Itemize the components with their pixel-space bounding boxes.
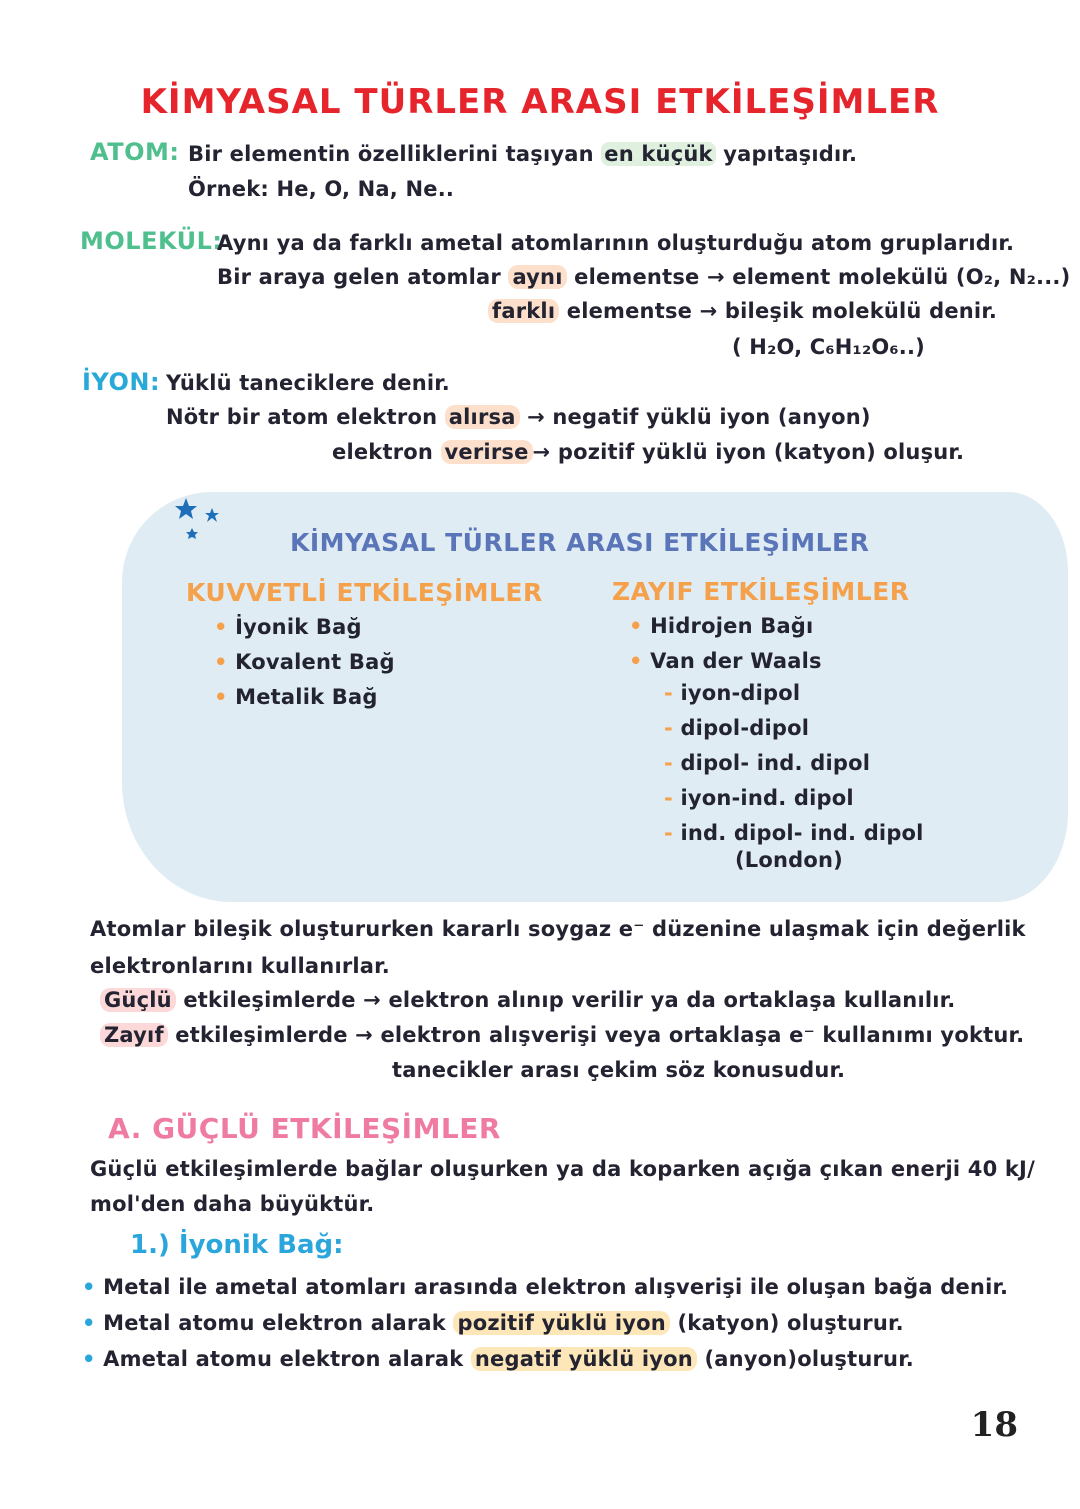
- strong-highlight: Güçlü: [100, 988, 176, 1012]
- vdw-item: iyon-dipol: [680, 681, 801, 705]
- box-title: KİMYASAL TÜRLER ARASI ETKİLEŞİMLER: [290, 528, 870, 557]
- atom-label: ATOM:: [90, 138, 180, 166]
- bullet-icon: •: [214, 650, 228, 674]
- right-arrow-icon: →: [355, 1023, 373, 1047]
- list-item: [82, 1275, 1008, 1299]
- iyon-anion-line: [166, 405, 871, 429]
- para-text: etkileşimlerde: [175, 1023, 348, 1047]
- ionic-item: Ametal atomu elektron alarak: [103, 1347, 464, 1371]
- vdw-item: ind. dipol- ind. dipol: [680, 821, 924, 845]
- para-line: tanecikler arası çekim söz konusudur.: [392, 1058, 846, 1082]
- ionic-item: (anyon)oluşturur.: [704, 1347, 914, 1371]
- vdw-item: dipol-dipol: [680, 716, 810, 740]
- strong-heading: KUVVETLİ ETKİLEŞİMLER: [186, 578, 543, 607]
- cation-highlight: pozitif yüklü iyon: [453, 1311, 670, 1335]
- weak-heading: ZAYIF ETKİLEŞİMLER: [612, 577, 910, 606]
- list-item: [664, 786, 854, 810]
- para-line: elektronlarını kullanırlar.: [90, 954, 390, 978]
- atom-definition: [188, 142, 857, 166]
- molekul-same-element: [217, 265, 1070, 289]
- right-arrow-icon: →: [527, 405, 545, 429]
- molekul-diff-element: [488, 299, 997, 323]
- molekul-text: element molekülü (O₂, N₂...): [732, 265, 1071, 289]
- right-arrow-icon: →: [699, 299, 718, 323]
- dash-icon: -: [664, 681, 673, 705]
- bullet-icon: •: [214, 615, 228, 639]
- vdw-item: iyon-ind. dipol: [680, 786, 854, 810]
- atom-def-text: Bir elementin özelliklerini taşıyan: [188, 142, 594, 166]
- strong-item: İyonik Bağ: [235, 615, 362, 639]
- weak-item: Van der Waals: [650, 649, 822, 673]
- para-line: Atomlar bileşik oluştururken kararlı soygaz e⁻ düzenine ulaşmak için değerlik: [90, 917, 1026, 941]
- weak-item: Hidrojen Bağı: [650, 614, 814, 638]
- dash-icon: -: [664, 751, 673, 775]
- right-arrow-icon: →: [363, 988, 381, 1012]
- bullet-icon: •: [82, 1275, 96, 1299]
- molekul-highlight-same: aynı: [508, 265, 566, 289]
- page-number: 18: [970, 1405, 1018, 1445]
- list-item: [664, 716, 809, 740]
- section-heading: A. GÜÇLÜ ETKİLEŞİMLER: [108, 1112, 501, 1145]
- atom-example: Örnek: He, O, Na, Ne..: [188, 177, 455, 201]
- right-arrow-icon: →: [532, 440, 551, 464]
- molekul-definition: Aynı ya da farklı ametal atomlarının oluşturduğu atom gruplarıdır.: [217, 231, 1015, 255]
- list-item: [82, 1311, 904, 1335]
- ionic-item: Metal ile ametal atomları arasında elektron alışverişi ile oluşan bağa denir.: [103, 1275, 1009, 1299]
- molekul-text: elementse: [566, 299, 693, 323]
- iyon-highlight-verirse: verirse: [441, 440, 533, 464]
- iyon-text: elektron: [332, 440, 434, 464]
- strong-interaction-line: [100, 988, 955, 1012]
- atom-highlight: en küçük: [601, 142, 715, 166]
- molekul-label: MOLEKÜL:: [80, 227, 223, 255]
- list-item: [664, 681, 800, 705]
- atom-def-end: yapıtaşıdır.: [723, 142, 858, 166]
- molekul-text: elementse: [574, 265, 700, 289]
- subsection-heading: 1.) İyonik Bağ:: [130, 1230, 344, 1260]
- list-item: [664, 821, 924, 845]
- bullet-icon: •: [629, 649, 643, 673]
- page-title: KİMYASAL TÜRLER ARASI ETKİLEŞİMLER: [140, 82, 940, 122]
- iyon-text: pozitif yüklü iyon (katyon) oluşur.: [557, 440, 965, 464]
- para-text: elektron alınıp verilir ya da ortaklaşa kullanılır.: [388, 988, 956, 1012]
- molekul-example: ( H₂O, C₆H₁₂O₆..): [732, 335, 925, 359]
- ionic-item: Metal atomu elektron alarak: [103, 1311, 446, 1335]
- section-text: Güçlü etkileşimlerde bağlar oluşurken ya da koparken açığa çıkan enerji 40 kJ/: [90, 1157, 1035, 1181]
- list-item: [664, 751, 870, 775]
- bullet-icon: •: [82, 1311, 96, 1335]
- bullet-icon: •: [82, 1347, 96, 1371]
- right-arrow-icon: →: [706, 265, 725, 289]
- iyon-highlight-alirsa: alırsa: [445, 405, 520, 429]
- molekul-text: Bir araya gelen atomlar: [217, 265, 501, 289]
- iyon-cation-line: [332, 440, 964, 464]
- iyon-label: İYON:: [82, 368, 161, 396]
- list-item: [629, 614, 813, 638]
- weak-interaction-line: [100, 1023, 1024, 1047]
- list-item: [82, 1347, 914, 1371]
- bullet-icon: •: [214, 685, 228, 709]
- dash-icon: -: [664, 716, 673, 740]
- para-text: elektron alışverişi veya ortaklaşa e⁻ kullanımı yoktur.: [380, 1023, 1025, 1047]
- list-item: [629, 649, 822, 673]
- molekul-text: bileşik molekülü denir.: [724, 299, 998, 323]
- anion-highlight: negatif yüklü iyon: [471, 1347, 697, 1371]
- weak-highlight: Zayıf: [100, 1023, 168, 1047]
- iyon-text: negatif yüklü iyon (anyon): [552, 405, 871, 429]
- bullet-icon: •: [629, 614, 643, 638]
- dash-icon: -: [664, 821, 673, 845]
- list-item: [214, 615, 362, 639]
- london-label: (London): [735, 848, 843, 872]
- section-text: mol'den daha büyüktür.: [90, 1192, 375, 1216]
- strong-item: Metalik Bağ: [235, 685, 378, 709]
- para-text: etkileşimlerde: [183, 988, 356, 1012]
- ionic-item: (katyon) oluşturur.: [677, 1311, 904, 1335]
- dash-icon: -: [664, 786, 673, 810]
- list-item: [214, 685, 378, 709]
- list-item: [214, 650, 395, 674]
- iyon-text: Nötr bir atom elektron: [166, 405, 438, 429]
- molekul-highlight-diff: farklı: [488, 299, 559, 323]
- stars-icon: [172, 496, 228, 548]
- strong-item: Kovalent Bağ: [235, 650, 395, 674]
- iyon-definition: Yüklü taneciklere denir.: [166, 371, 450, 395]
- vdw-item: dipol- ind. dipol: [680, 751, 871, 775]
